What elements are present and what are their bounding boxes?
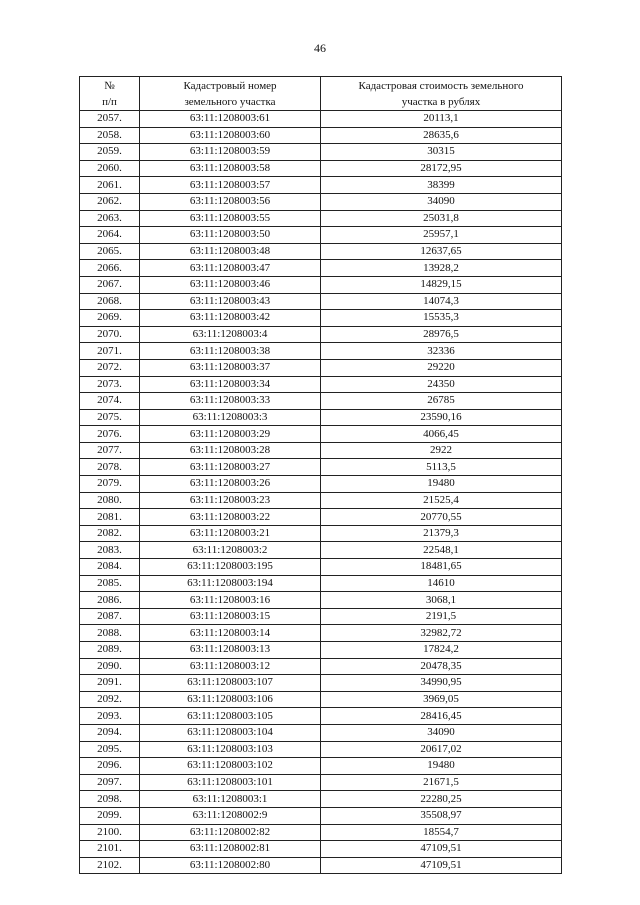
cadastral-number-cell: 63:11:1208003:47 — [140, 260, 321, 277]
row-number-cell: 2100. — [80, 824, 140, 841]
table-row — [80, 160, 562, 177]
cadastral-number-cell: 63:11:1208003:42 — [140, 310, 321, 327]
cadastral-value-cell: 14610 — [321, 575, 562, 592]
cadastral-value-cell: 47109,51 — [321, 857, 562, 874]
row-number-cell: 2091. — [80, 675, 140, 692]
cadastral-value-cell: 22548,1 — [321, 542, 562, 559]
cadastral-value-cell: 19480 — [321, 476, 562, 493]
cadastral-value-cell: 28172,95 — [321, 160, 562, 177]
row-number-cell: 2061. — [80, 177, 140, 194]
cadastral-number-cell: 63:11:1208003:38 — [140, 343, 321, 360]
table-row — [80, 724, 562, 741]
table-row — [80, 111, 562, 128]
row-number-cell: 2074. — [80, 393, 140, 410]
header-cadastral-number-line1: Кадастровый номер — [183, 79, 277, 92]
row-number-cell: 2097. — [80, 774, 140, 791]
cadastral-number-cell: 63:11:1208003:107 — [140, 675, 321, 692]
table-row — [80, 260, 562, 277]
table-row — [80, 758, 562, 775]
cadastral-value-cell: 5113,5 — [321, 459, 562, 476]
table-header-row — [80, 77, 562, 111]
cadastral-value-cell: 32336 — [321, 343, 562, 360]
table-body — [80, 111, 562, 874]
cadastral-number-cell: 63:11:1208003:12 — [140, 658, 321, 675]
table-row — [80, 691, 562, 708]
table-row — [80, 741, 562, 758]
cadastral-value-cell: 22280,25 — [321, 791, 562, 808]
table-row — [80, 774, 562, 791]
cadastral-number-cell: 63:11:1208003:103 — [140, 741, 321, 758]
header-num-line2: п/п — [102, 95, 117, 108]
row-number-cell: 2077. — [80, 442, 140, 459]
cadastral-value-cell: 19480 — [321, 758, 562, 775]
cadastral-number-cell: 63:11:1208003:50 — [140, 227, 321, 244]
row-number-cell: 2094. — [80, 724, 140, 741]
cadastral-value-cell: 34090 — [321, 193, 562, 210]
table-row — [80, 575, 562, 592]
table-row — [80, 542, 562, 559]
header-num — [80, 77, 140, 111]
header-cadastral-value — [321, 77, 562, 111]
cadastral-value-cell: 28635,6 — [321, 127, 562, 144]
table-row — [80, 658, 562, 675]
row-number-cell: 2069. — [80, 310, 140, 327]
row-number-cell: 2092. — [80, 691, 140, 708]
table-row — [80, 243, 562, 260]
table-row — [80, 525, 562, 542]
cadastral-value-cell: 30315 — [321, 144, 562, 161]
cadastral-value-cell: 17824,2 — [321, 642, 562, 659]
row-number-cell: 2065. — [80, 243, 140, 260]
header-cadastral-number — [140, 77, 321, 111]
row-number-cell: 2085. — [80, 575, 140, 592]
cadastral-number-cell: 63:11:1208003:106 — [140, 691, 321, 708]
table-row — [80, 608, 562, 625]
cadastral-number-cell: 63:11:1208003:3 — [140, 409, 321, 426]
table-row — [80, 310, 562, 327]
cadastral-number-cell: 63:11:1208003:21 — [140, 525, 321, 542]
cadastral-value-cell: 21379,3 — [321, 525, 562, 542]
cadastral-value-cell: 18481,65 — [321, 559, 562, 576]
row-number-cell: 2072. — [80, 359, 140, 376]
cadastral-number-cell: 63:11:1208003:22 — [140, 509, 321, 526]
row-number-cell: 2082. — [80, 525, 140, 542]
cadastral-value-cell: 32982,72 — [321, 625, 562, 642]
cadastral-number-cell: 63:11:1208003:34 — [140, 376, 321, 393]
cadastral-value-cell: 35508,97 — [321, 807, 562, 824]
cadastral-number-cell: 63:11:1208003:37 — [140, 359, 321, 376]
row-number-cell: 2068. — [80, 293, 140, 310]
cadastral-value-cell: 25031,8 — [321, 210, 562, 227]
table-row — [80, 359, 562, 376]
row-number-cell: 2079. — [80, 476, 140, 493]
row-number-cell: 2096. — [80, 758, 140, 775]
cadastral-value-cell: 21525,4 — [321, 492, 562, 509]
cadastral-value-cell: 3969,05 — [321, 691, 562, 708]
cadastral-number-cell: 63:11:1208003:102 — [140, 758, 321, 775]
row-number-cell: 2066. — [80, 260, 140, 277]
cadastral-number-cell: 63:11:1208003:2 — [140, 542, 321, 559]
cadastral-value-cell: 26785 — [321, 393, 562, 410]
table-row — [80, 376, 562, 393]
cadastral-value-cell: 14074,3 — [321, 293, 562, 310]
cadastral-value-cell: 29220 — [321, 359, 562, 376]
row-number-cell: 2057. — [80, 111, 140, 128]
table-row — [80, 144, 562, 161]
table-row — [80, 293, 562, 310]
cadastral-value-cell: 14829,15 — [321, 276, 562, 293]
cadastral-value-cell: 13928,2 — [321, 260, 562, 277]
table-row — [80, 476, 562, 493]
cadastral-number-cell: 63:11:1208003:1 — [140, 791, 321, 808]
cadastral-number-cell: 63:11:1208003:23 — [140, 492, 321, 509]
cadastral-number-cell: 63:11:1208003:56 — [140, 193, 321, 210]
cadastral-number-cell: 63:11:1208003:60 — [140, 127, 321, 144]
table-row — [80, 276, 562, 293]
cadastral-number-cell: 63:11:1208003:29 — [140, 426, 321, 443]
page-number: 46 — [314, 41, 326, 55]
header-cadastral-value-line1: Кадастровая стоимость земельного — [358, 79, 524, 92]
table-row — [80, 343, 562, 360]
cadastral-number-cell: 63:11:1208003:14 — [140, 625, 321, 642]
row-number-cell: 2090. — [80, 658, 140, 675]
table-row — [80, 409, 562, 426]
cadastral-number-cell: 63:11:1208003:26 — [140, 476, 321, 493]
table-row — [80, 426, 562, 443]
cadastral-value-cell: 21671,5 — [321, 774, 562, 791]
row-number-cell: 2095. — [80, 741, 140, 758]
cadastral-number-cell: 63:11:1208003:101 — [140, 774, 321, 791]
cadastral-number-cell: 63:11:1208003:48 — [140, 243, 321, 260]
row-number-cell: 2099. — [80, 807, 140, 824]
cadastral-value-cell: 20617,02 — [321, 741, 562, 758]
cadastral-value-cell: 34990,95 — [321, 675, 562, 692]
table-row — [80, 326, 562, 343]
row-number-cell: 2071. — [80, 343, 140, 360]
header-cadastral-value-line2: участка в рублях — [401, 95, 481, 108]
cadastral-number-cell: 63:11:1208003:55 — [140, 210, 321, 227]
cadastral-number-cell: 63:11:1208003:46 — [140, 276, 321, 293]
row-number-cell: 2060. — [80, 160, 140, 177]
cadastral-value-cell: 28416,45 — [321, 708, 562, 725]
header-num-line1: № — [104, 79, 115, 92]
cadastral-number-cell: 63:11:1208003:28 — [140, 442, 321, 459]
cadastral-number-cell: 63:11:1208003:194 — [140, 575, 321, 592]
cadastral-number-cell: 63:11:1208003:43 — [140, 293, 321, 310]
row-number-cell: 2070. — [80, 326, 140, 343]
row-number-cell: 2083. — [80, 542, 140, 559]
table-row — [80, 210, 562, 227]
row-number-cell: 2080. — [80, 492, 140, 509]
table-row — [80, 127, 562, 144]
cadastral-number-cell: 63:11:1208003:104 — [140, 724, 321, 741]
cadastral-value-cell: 47109,51 — [321, 841, 562, 858]
table-row — [80, 193, 562, 210]
cadastral-number-cell: 63:11:1208002:80 — [140, 857, 321, 874]
cadastral-value-cell: 12637,65 — [321, 243, 562, 260]
cadastral-value-cell: 4066,45 — [321, 426, 562, 443]
table-row — [80, 492, 562, 509]
cadastral-number-cell: 63:11:1208003:59 — [140, 144, 321, 161]
table-row — [80, 791, 562, 808]
row-number-cell: 2076. — [80, 426, 140, 443]
cadastral-number-cell: 63:11:1208003:195 — [140, 559, 321, 576]
table-row — [80, 642, 562, 659]
table-row — [80, 857, 562, 874]
cadastral-value-cell: 2191,5 — [321, 608, 562, 625]
table-row — [80, 625, 562, 642]
table-row — [80, 227, 562, 244]
row-number-cell: 2089. — [80, 642, 140, 659]
cadastral-number-cell: 63:11:1208003:27 — [140, 459, 321, 476]
cadastral-number-cell: 63:11:1208002:82 — [140, 824, 321, 841]
row-number-cell: 2102. — [80, 857, 140, 874]
cadastral-value-cell: 18554,7 — [321, 824, 562, 841]
cadastral-value-cell: 38399 — [321, 177, 562, 194]
row-number-cell: 2064. — [80, 227, 140, 244]
cadastral-value-cell: 3068,1 — [321, 592, 562, 609]
cadastral-value-cell: 28976,5 — [321, 326, 562, 343]
row-number-cell: 2058. — [80, 127, 140, 144]
cadastral-number-cell: 63:11:1208003:105 — [140, 708, 321, 725]
table-row — [80, 559, 562, 576]
table-row — [80, 841, 562, 858]
table-row — [80, 177, 562, 194]
table-row — [80, 509, 562, 526]
row-number-cell: 2062. — [80, 193, 140, 210]
table-row — [80, 675, 562, 692]
cadastral-value-cell: 20113,1 — [321, 111, 562, 128]
row-number-cell: 2088. — [80, 625, 140, 642]
table-row — [80, 459, 562, 476]
cadastral-number-cell: 63:11:1208003:13 — [140, 642, 321, 659]
cadastral-number-cell: 63:11:1208003:57 — [140, 177, 321, 194]
row-number-cell: 2063. — [80, 210, 140, 227]
row-number-cell: 2059. — [80, 144, 140, 161]
cadastral-table — [79, 76, 562, 874]
cadastral-number-cell: 63:11:1208003:16 — [140, 592, 321, 609]
cadastral-value-cell: 2922 — [321, 442, 562, 459]
cadastral-number-cell: 63:11:1208002:9 — [140, 807, 321, 824]
row-number-cell: 2086. — [80, 592, 140, 609]
header-cadastral-number-line2: земельного участка — [184, 95, 276, 108]
cadastral-value-cell: 24350 — [321, 376, 562, 393]
row-number-cell: 2067. — [80, 276, 140, 293]
cadastral-number-cell: 63:11:1208003:15 — [140, 608, 321, 625]
table-row — [80, 592, 562, 609]
table-row — [80, 393, 562, 410]
cadastral-value-cell: 34090 — [321, 724, 562, 741]
row-number-cell: 2084. — [80, 559, 140, 576]
cadastral-value-cell: 20478,35 — [321, 658, 562, 675]
cadastral-number-cell: 63:11:1208002:81 — [140, 841, 321, 858]
table-row — [80, 824, 562, 841]
row-number-cell: 2075. — [80, 409, 140, 426]
cadastral-number-cell: 63:11:1208003:4 — [140, 326, 321, 343]
cadastral-value-cell: 20770,55 — [321, 509, 562, 526]
table-row — [80, 708, 562, 725]
cadastral-value-cell: 23590,16 — [321, 409, 562, 426]
row-number-cell: 2098. — [80, 791, 140, 808]
cadastral-number-cell: 63:11:1208003:33 — [140, 393, 321, 410]
table-row — [80, 807, 562, 824]
row-number-cell: 2081. — [80, 509, 140, 526]
row-number-cell: 2101. — [80, 841, 140, 858]
row-number-cell: 2078. — [80, 459, 140, 476]
row-number-cell: 2093. — [80, 708, 140, 725]
cadastral-number-cell: 63:11:1208003:61 — [140, 111, 321, 128]
cadastral-value-cell: 15535,3 — [321, 310, 562, 327]
cadastral-number-cell: 63:11:1208003:58 — [140, 160, 321, 177]
row-number-cell: 2073. — [80, 376, 140, 393]
table-row — [80, 442, 562, 459]
row-number-cell: 2087. — [80, 608, 140, 625]
cadastral-value-cell: 25957,1 — [321, 227, 562, 244]
